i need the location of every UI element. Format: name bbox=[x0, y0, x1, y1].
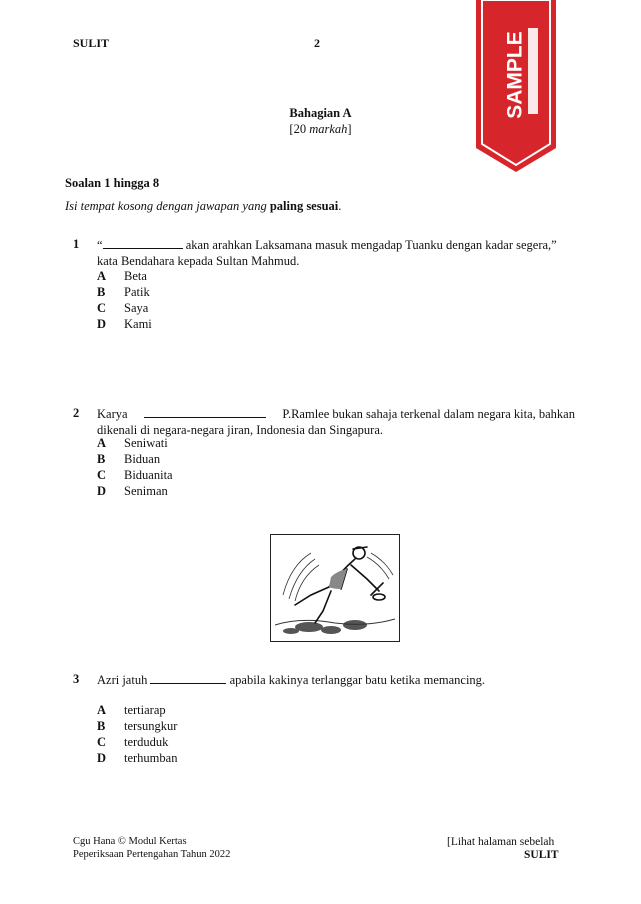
falling-man-drawing bbox=[271, 535, 399, 641]
marks-word: markah bbox=[309, 122, 348, 136]
footer-author: Cgu Hana © Modul Kertas bbox=[73, 836, 187, 847]
option-row[interactable] bbox=[97, 436, 173, 452]
option-letter: C bbox=[97, 301, 107, 315]
option-letter: C bbox=[97, 735, 107, 749]
option-row[interactable] bbox=[97, 285, 152, 301]
question-3-illustration bbox=[270, 534, 400, 642]
option-row[interactable] bbox=[97, 468, 173, 484]
option-row[interactable] bbox=[97, 719, 177, 735]
question-3-blank bbox=[150, 674, 226, 684]
option-row[interactable] bbox=[97, 484, 173, 500]
option-row[interactable] bbox=[97, 269, 152, 285]
option-text: Biduan bbox=[124, 452, 161, 466]
option-row[interactable] bbox=[97, 703, 177, 719]
option-letter: B bbox=[97, 719, 106, 733]
instruction-end: . bbox=[338, 199, 342, 213]
option-text: Saya bbox=[124, 301, 149, 315]
option-letter: D bbox=[97, 484, 107, 498]
marks-close: ] bbox=[347, 122, 352, 136]
option-letter: A bbox=[97, 269, 107, 283]
question-range-label: Soalan 1 hingga 8 bbox=[65, 176, 160, 190]
question-1-line-1 bbox=[97, 237, 577, 253]
option-row[interactable] bbox=[97, 735, 177, 751]
question-3-number: 3 bbox=[73, 672, 80, 686]
sample-ribbon-watermark bbox=[476, 0, 556, 172]
instruction-bold: paling sesuai bbox=[269, 199, 339, 213]
question-1-open-quote: “ bbox=[97, 238, 103, 252]
option-text: Seniman bbox=[124, 484, 168, 498]
option-text: tertiarap bbox=[124, 703, 166, 717]
option-text: Beta bbox=[124, 269, 147, 283]
question-3-line-1-rest: apabila kakinya terlanggar batu ketika memancing. bbox=[229, 673, 486, 687]
question-1-number: 1 bbox=[73, 237, 80, 251]
option-text: terduduk bbox=[124, 735, 169, 749]
question-2-line-2: dikenali di negara-negara jiran, Indonesia dan Singapura. bbox=[97, 423, 383, 437]
option-text: tersungkur bbox=[124, 719, 178, 733]
option-text: Biduanita bbox=[124, 468, 173, 482]
option-letter: B bbox=[97, 452, 106, 466]
option-letter: D bbox=[97, 751, 107, 765]
footer-exam-name: Peperiksaan Pertengahan Tahun 2022 bbox=[73, 849, 231, 860]
option-letter: A bbox=[97, 703, 107, 717]
option-row[interactable] bbox=[97, 317, 152, 333]
question-1-options bbox=[97, 269, 152, 333]
option-row[interactable] bbox=[97, 301, 152, 317]
instruction bbox=[65, 199, 341, 214]
header-sulit-label: SULIT bbox=[73, 36, 110, 50]
question-1-text bbox=[97, 237, 577, 269]
instruction-italic: Isi tempat kosong dengan jawapan yang bbox=[65, 199, 270, 213]
question-1-blank bbox=[103, 239, 183, 249]
section-marks bbox=[0, 122, 641, 137]
question-2-text bbox=[97, 406, 575, 438]
option-letter: D bbox=[97, 317, 107, 331]
question-3-options bbox=[97, 703, 177, 767]
section-title: Bahagian A bbox=[289, 106, 352, 120]
option-text: Seniwati bbox=[124, 436, 168, 450]
question-3-text bbox=[97, 672, 577, 688]
sample-watermark-text: SAMPLE bbox=[503, 31, 527, 119]
option-letter: B bbox=[97, 285, 106, 299]
question-2-line-1-rest: P.Ramlee bukan sahaja terkenal dalam negara kita, bahkan bbox=[282, 407, 575, 421]
option-text: terhumban bbox=[124, 751, 178, 765]
option-text: Patik bbox=[124, 285, 150, 299]
option-row[interactable] bbox=[97, 452, 173, 468]
option-row[interactable] bbox=[97, 751, 177, 767]
question-1-line-1-rest: akan arahkan Laksamana masuk mengadap Tuanku dengan kadar segera,” bbox=[182, 238, 557, 252]
option-text: Kami bbox=[124, 317, 152, 331]
option-letter: A bbox=[97, 436, 107, 450]
question-3-line-1-start: Azri jatuh bbox=[97, 673, 148, 687]
footer-sulit-label: SULIT bbox=[524, 849, 559, 861]
question-1-line-2: kata Bendahara kepada Sultan Mahmud. bbox=[97, 254, 300, 268]
marks-open: [20 bbox=[289, 122, 310, 136]
question-2-line-1 bbox=[97, 406, 575, 422]
question-2-blank bbox=[144, 408, 266, 418]
question-2-options bbox=[97, 436, 173, 500]
question-2-number: 2 bbox=[73, 406, 80, 420]
page-number: 2 bbox=[314, 36, 320, 50]
footer-next-page: [Lihat halaman sebelah bbox=[447, 836, 555, 848]
question-2-line-1-start: Karya bbox=[97, 407, 128, 421]
option-letter: C bbox=[97, 468, 107, 482]
